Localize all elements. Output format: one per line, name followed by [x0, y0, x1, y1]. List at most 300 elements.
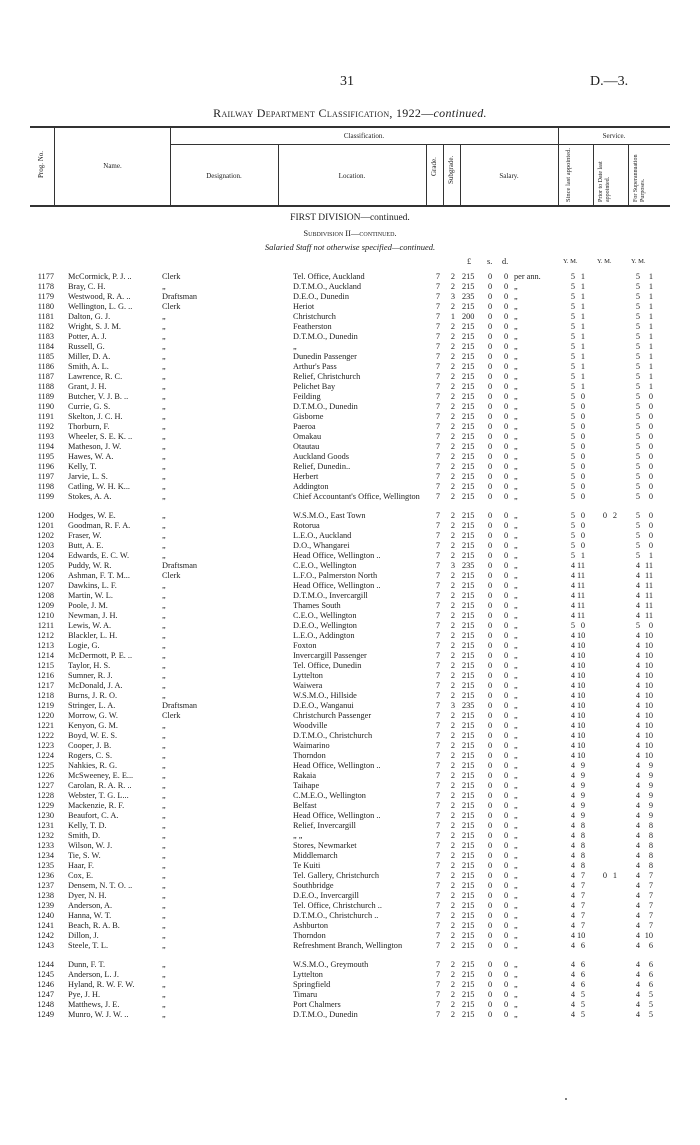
cell-prog-no: 1242 — [37, 931, 54, 940]
table-row — [30, 521, 690, 531]
cell-superann-years: 4 — [635, 801, 640, 810]
cell-name: Rogers, C. S. — [68, 751, 113, 760]
cell-grade: 7 — [435, 941, 441, 950]
cell-salary-shillings: 0 — [488, 282, 493, 291]
cell-salary-shillings: 0 — [488, 941, 493, 950]
cell-salary-shillings: 0 — [488, 691, 493, 700]
cell-salary-pence: 0 — [504, 751, 509, 760]
cell-grade: 7 — [435, 292, 441, 301]
cell-grade: 7 — [435, 1010, 441, 1019]
units-row — [30, 257, 690, 267]
cell-since-years: 5 — [570, 282, 575, 291]
cell-grade: 7 — [435, 591, 441, 600]
cell-salary-period: „ — [514, 621, 518, 630]
table-row — [30, 452, 690, 462]
cell-location: Thames South — [293, 601, 341, 610]
cell-superann-years: 5 — [635, 551, 640, 560]
table-row — [30, 621, 690, 631]
cell-superann-months: 11 — [645, 601, 653, 610]
cell-salary-pence: 0 — [504, 362, 509, 371]
cell-salary-period: „ — [514, 511, 518, 520]
cell-prog-no: 1217 — [37, 681, 54, 690]
cell-superann-years: 4 — [635, 841, 640, 850]
cell-grade: 7 — [435, 771, 441, 780]
cell-location: „ „ — [293, 831, 303, 840]
cell-prog-no: 1225 — [37, 761, 54, 770]
cell-salary-period: „ — [514, 891, 518, 900]
cell-location: Chief Accountant's Office, Wellington — [293, 492, 420, 501]
cell-designation: „ — [162, 980, 166, 989]
cell-salary-pence: 0 — [504, 960, 509, 969]
cell-designation: „ — [162, 970, 166, 979]
table-row — [30, 751, 690, 761]
cell-salary-shillings: 0 — [488, 402, 493, 411]
cell-location: C.M.E.O., Wellington — [293, 791, 366, 800]
cell-superann-months: 1 — [648, 322, 653, 331]
cell-designation: „ — [162, 362, 166, 371]
cell-salary-pounds: 215 — [462, 492, 475, 501]
cell-salary-period: „ — [514, 521, 518, 530]
cell-grade: 7 — [435, 521, 441, 530]
cell-salary-shillings: 0 — [488, 990, 493, 999]
cell-prog-no: 1202 — [37, 531, 54, 540]
cell-since-months: 0 — [580, 541, 585, 550]
cell-superann-years: 4 — [635, 571, 640, 580]
cell-salary-pounds: 215 — [462, 392, 475, 401]
cell-subgrade: 2 — [450, 891, 456, 900]
cell-superann-months: 10 — [644, 641, 653, 650]
cell-location: Tel. Gallery, Christchurch — [293, 871, 379, 880]
cell-salary-shillings: 0 — [488, 541, 493, 550]
cell-name: Logie, G. — [68, 641, 100, 650]
cell-subgrade: 1 — [450, 312, 456, 321]
cell-name: Haar, F. — [68, 861, 94, 870]
cell-location: Ashburton — [293, 921, 329, 930]
cell-salary-pence: 0 — [504, 581, 509, 590]
cell-since-years: 5 — [570, 531, 575, 540]
cell-since-years: 4 — [570, 1000, 575, 1009]
cell-name: Lewis, W. A. — [68, 621, 112, 630]
cell-since-years: 4 — [570, 831, 575, 840]
cell-since-years: 4 — [570, 581, 575, 590]
cell-prog-no: 1237 — [37, 881, 54, 890]
cell-prog-no: 1197 — [37, 472, 54, 481]
table-row — [30, 811, 690, 821]
cell-since-years: 5 — [570, 272, 575, 281]
cell-grade: 7 — [435, 960, 441, 969]
cell-salary-period: „ — [514, 382, 518, 391]
unit-since: Y. M. — [563, 258, 578, 265]
cell-grade: 7 — [435, 442, 441, 451]
cell-since-months: 10 — [577, 651, 586, 660]
cell-prog-no: 1219 — [37, 701, 54, 710]
cell-location: C.E.O., Wellington — [293, 561, 357, 570]
cell-salary-pounds: 215 — [462, 432, 475, 441]
cell-salary-pounds: 215 — [462, 631, 475, 640]
cell-salary-pence: 0 — [504, 482, 509, 491]
cell-salary-pounds: 215 — [462, 801, 475, 810]
cell-designation: „ — [162, 422, 166, 431]
cell-prog-no: 1193 — [37, 432, 54, 441]
cell-location: Christchurch — [293, 312, 336, 321]
cell-name: Smith, D. — [68, 831, 101, 840]
cell-salary-period: „ — [514, 452, 518, 461]
cell-superann-months: 1 — [648, 272, 653, 281]
cell-name: Dunn, F. T. — [68, 960, 106, 969]
cell-since-months: 1 — [580, 322, 585, 331]
table-row — [30, 841, 690, 851]
cell-grade: 7 — [435, 551, 441, 560]
cell-superann-months: 0 — [648, 412, 653, 421]
cell-salary-pounds: 215 — [462, 960, 475, 969]
cell-name: Goodman, R. F. A. — [68, 521, 131, 530]
cell-salary-period: „ — [514, 721, 518, 730]
cell-since-years: 4 — [570, 771, 575, 780]
cell-subgrade: 2 — [450, 322, 456, 331]
cell-salary-pounds: 215 — [462, 601, 475, 610]
cell-salary-pounds: 215 — [462, 1000, 475, 1009]
cell-prog-no: 1198 — [37, 482, 54, 491]
cell-location: D.E.O., Wanganui — [293, 701, 354, 710]
cell-prog-no: 1244 — [37, 960, 54, 969]
cell-name: Burns, J. R. O. — [68, 691, 118, 700]
cell-prog-no: 1222 — [37, 731, 54, 740]
cell-prog-no: 1192 — [37, 422, 54, 431]
cell-subgrade: 2 — [450, 591, 456, 600]
cell-salary-shillings: 0 — [488, 791, 493, 800]
cell-salary-shillings: 0 — [488, 701, 493, 710]
cell-superann-months: 9 — [648, 761, 653, 770]
cell-superann-months: 10 — [644, 651, 653, 660]
cell-salary-period: „ — [514, 731, 518, 740]
cell-since-months: 0 — [580, 392, 585, 401]
cell-designation: „ — [162, 821, 166, 830]
cell-name: Potter, A. J. — [68, 332, 107, 341]
cell-superann-years: 4 — [635, 861, 640, 870]
cell-since-years: 4 — [570, 851, 575, 860]
cell-name: Beaufort, C. A. — [68, 811, 119, 820]
cell-since-years: 4 — [570, 701, 575, 710]
cell-salary-period: „ — [514, 322, 518, 331]
cell-salary-pence: 0 — [504, 970, 509, 979]
cell-since-months: 1 — [580, 292, 585, 301]
cell-salary-period: „ — [514, 312, 518, 321]
cell-salary-shillings: 0 — [488, 372, 493, 381]
cell-prior-years: 0 — [602, 511, 607, 520]
cell-salary-pounds: 215 — [462, 970, 475, 979]
cell-subgrade: 2 — [450, 731, 456, 740]
cell-superann-years: 4 — [635, 911, 640, 920]
cell-salary-pounds: 235 — [462, 292, 475, 301]
cell-name: Wellington, L. G. .. — [68, 302, 133, 311]
cell-superann-years: 4 — [635, 611, 640, 620]
cell-name: Tie, S. W. — [68, 851, 101, 860]
cell-superann-years: 5 — [635, 382, 640, 391]
cell-superann-months: 0 — [648, 511, 653, 520]
cell-prog-no: 1233 — [37, 841, 54, 850]
cell-superann-months: 8 — [648, 831, 653, 840]
cell-salary-pounds: 215 — [462, 831, 475, 840]
cell-location: Otautau — [293, 442, 320, 451]
cell-grade: 7 — [435, 851, 441, 860]
cell-salary-period: „ — [514, 352, 518, 361]
cell-subgrade: 2 — [450, 980, 456, 989]
cell-salary-period: „ — [514, 631, 518, 640]
cell-salary-shillings: 0 — [488, 821, 493, 830]
cell-superann-months: 10 — [644, 741, 653, 750]
cell-salary-period: „ — [514, 681, 518, 690]
cell-salary-pounds: 215 — [462, 651, 475, 660]
cell-salary-pence: 0 — [504, 681, 509, 690]
cell-superann-months: 7 — [648, 921, 653, 930]
cell-superann-months: 10 — [644, 931, 653, 940]
unit-shillings: s. — [487, 257, 493, 266]
cell-location: Springfield — [293, 980, 331, 989]
cell-superann-months: 1 — [648, 312, 653, 321]
cell-superann-years: 4 — [635, 831, 640, 840]
cell-superann-years: 4 — [635, 1010, 640, 1019]
cell-salary-shillings: 0 — [488, 931, 493, 940]
cell-since-years: 4 — [570, 711, 575, 720]
cell-salary-period: „ — [514, 821, 518, 830]
table-row — [30, 282, 690, 292]
cell-since-years: 5 — [570, 342, 575, 351]
cell-superann-months: 9 — [648, 801, 653, 810]
cell-since-months: 10 — [577, 931, 586, 940]
cell-salary-period: „ — [514, 292, 518, 301]
cell-prog-no: 1195 — [37, 452, 54, 461]
cell-since-months: 0 — [580, 621, 585, 630]
table-row — [30, 352, 690, 362]
cell-grade: 7 — [435, 342, 441, 351]
cell-since-months: 10 — [577, 691, 586, 700]
cell-since-months: 10 — [577, 741, 586, 750]
cell-salary-period: „ — [514, 901, 518, 910]
cell-grade: 7 — [435, 432, 441, 441]
cell-salary-shillings: 0 — [488, 362, 493, 371]
cell-salary-pence: 0 — [504, 541, 509, 550]
cell-salary-period: „ — [514, 611, 518, 620]
cell-superann-years: 4 — [635, 761, 640, 770]
cell-salary-shillings: 0 — [488, 851, 493, 860]
cell-salary-pence: 0 — [504, 571, 509, 580]
cell-location: Herbert — [293, 472, 319, 481]
cell-name: Butt, A. E. — [68, 541, 104, 550]
cell-prog-no: 1206 — [37, 571, 54, 580]
cell-name: Densem, N. T. O. .. — [68, 881, 133, 890]
cell-salary-pence: 0 — [504, 462, 509, 471]
cell-salary-pounds: 215 — [462, 781, 475, 790]
cell-subgrade: 2 — [450, 871, 456, 880]
cell-prog-no: 1231 — [37, 821, 54, 830]
cell-superann-years: 5 — [635, 531, 640, 540]
cell-salary-pence: 0 — [504, 791, 509, 800]
cell-superann-years: 5 — [635, 422, 640, 431]
cell-name: Newman, J. H. — [68, 611, 118, 620]
cell-since-months: 9 — [580, 791, 585, 800]
cell-designation: Clerk — [162, 272, 181, 281]
cell-superann-months: 8 — [648, 821, 653, 830]
cell-salary-pounds: 215 — [462, 531, 475, 540]
table-row — [30, 891, 690, 901]
cell-since-years: 4 — [570, 841, 575, 850]
cell-superann-months: 10 — [644, 671, 653, 680]
cell-superann-months: 0 — [648, 392, 653, 401]
table-row — [30, 761, 690, 771]
cell-designation: Clerk — [162, 711, 181, 720]
cell-location: Featherston — [293, 322, 332, 331]
cell-name: Butcher, V. J. B. .. — [68, 392, 129, 401]
cell-superann-years: 5 — [635, 452, 640, 461]
table-row — [30, 581, 690, 591]
cell-since-months: 0 — [580, 462, 585, 471]
cell-designation: „ — [162, 661, 166, 670]
table-row — [30, 342, 690, 352]
cell-superann-years: 4 — [635, 751, 640, 760]
header-grade: Grade. — [430, 157, 438, 176]
table-row — [30, 551, 690, 561]
cell-name: Dillon, J. — [68, 931, 99, 940]
cell-since-months: 10 — [577, 721, 586, 730]
cell-name: Taylor, H. S. — [68, 661, 111, 670]
cell-prog-no: 1186 — [37, 362, 54, 371]
cell-superann-years: 4 — [635, 921, 640, 930]
cell-location: Lyttelton — [293, 671, 323, 680]
table-row — [30, 631, 690, 641]
cell-salary-pounds: 215 — [462, 282, 475, 291]
cell-since-years: 4 — [570, 761, 575, 770]
cell-superann-years: 4 — [635, 581, 640, 590]
cell-superann-months: 1 — [648, 551, 653, 560]
table-row — [30, 711, 690, 721]
cell-grade: 7 — [435, 901, 441, 910]
cell-salary-pounds: 215 — [462, 551, 475, 560]
cell-subgrade: 2 — [450, 960, 456, 969]
cell-salary-pounds: 215 — [462, 382, 475, 391]
cell-superann-years: 4 — [635, 731, 640, 740]
cell-grade: 7 — [435, 801, 441, 810]
cell-superann-months: 7 — [648, 881, 653, 890]
cell-salary-pence: 0 — [504, 402, 509, 411]
cell-designation: „ — [162, 581, 166, 590]
cell-salary-pence: 0 — [504, 831, 509, 840]
cell-since-months: 5 — [580, 990, 585, 999]
cell-since-months: 0 — [580, 442, 585, 451]
cell-designation: „ — [162, 781, 166, 790]
cell-salary-shillings: 0 — [488, 671, 493, 680]
cell-prog-no: 1188 — [37, 382, 54, 391]
cell-grade: 7 — [435, 701, 441, 710]
cell-designation: „ — [162, 941, 166, 950]
cell-prog-no: 1220 — [37, 711, 54, 720]
cell-designation: „ — [162, 960, 166, 969]
cell-designation: „ — [162, 342, 166, 351]
cell-salary-period: „ — [514, 302, 518, 311]
table-row — [30, 402, 690, 412]
cell-name: Currie, G. S. — [68, 402, 111, 411]
cell-prog-no: 1238 — [37, 891, 54, 900]
cell-salary-pounds: 215 — [462, 771, 475, 780]
cell-designation: „ — [162, 891, 166, 900]
cell-name: Sumner, R. J. — [68, 671, 113, 680]
cell-subgrade: 2 — [450, 432, 456, 441]
cell-prog-no: 1228 — [37, 791, 54, 800]
cell-designation: „ — [162, 901, 166, 910]
cell-prior-months: 2 — [612, 511, 617, 520]
cell-designation: „ — [162, 511, 166, 520]
cell-prog-no: 1200 — [37, 511, 54, 520]
cell-salary-pounds: 215 — [462, 791, 475, 800]
header-name: Name. — [103, 162, 122, 170]
header-classification: Classification. — [343, 132, 385, 140]
cell-superann-years: 4 — [635, 941, 640, 950]
cell-superann-months: 1 — [648, 302, 653, 311]
cell-salary-pounds: 215 — [462, 821, 475, 830]
cell-salary-pounds: 215 — [462, 711, 475, 720]
cell-since-years: 5 — [570, 492, 575, 501]
cell-since-years: 4 — [570, 641, 575, 650]
cell-since-months: 1 — [580, 551, 585, 560]
cell-superann-months: 0 — [648, 462, 653, 471]
cell-superann-years: 4 — [635, 721, 640, 730]
table-row — [30, 541, 690, 551]
table-row — [30, 482, 690, 492]
cell-salary-period: „ — [514, 641, 518, 650]
cell-salary-pence: 0 — [504, 611, 509, 620]
cell-since-months: 0 — [580, 402, 585, 411]
cell-since-months: 5 — [580, 1000, 585, 1009]
cell-since-months: 0 — [580, 521, 585, 530]
cell-since-months: 0 — [580, 492, 585, 501]
cell-location: Waimarino — [293, 741, 330, 750]
page-speck — [565, 1098, 567, 1100]
cell-salary-shillings: 0 — [488, 342, 493, 351]
cell-since-months: 9 — [580, 761, 585, 770]
cell-salary-shillings: 0 — [488, 312, 493, 321]
cell-name: McSweeney, E. E... — [68, 771, 134, 780]
cell-salary-shillings: 0 — [488, 831, 493, 840]
cell-prog-no: 1180 — [37, 302, 54, 311]
cell-superann-months: 10 — [644, 681, 653, 690]
table-row — [30, 970, 690, 980]
cell-since-months: 7 — [580, 871, 585, 880]
cell-since-years: 4 — [570, 1010, 575, 1019]
cell-superann-months: 0 — [648, 482, 653, 491]
cell-salary-pounds: 215 — [462, 731, 475, 740]
cell-salary-pence: 0 — [504, 432, 509, 441]
cell-name: Poole, J. M. — [68, 601, 108, 610]
cell-since-months: 0 — [580, 422, 585, 431]
cell-name: Hyland, R. W. F. W. — [68, 980, 135, 989]
cell-since-months: 1 — [580, 302, 585, 311]
cell-salary-pence: 0 — [504, 901, 509, 910]
cell-salary-pence: 0 — [504, 442, 509, 451]
cell-since-months: 7 — [580, 901, 585, 910]
cell-grade: 7 — [435, 302, 441, 311]
cell-grade: 7 — [435, 821, 441, 830]
cell-salary-pounds: 215 — [462, 322, 475, 331]
cell-superann-years: 4 — [635, 561, 640, 570]
cell-salary-pence: 0 — [504, 1010, 509, 1019]
cell-location: Rotorua — [293, 521, 320, 530]
cell-since-years: 5 — [570, 372, 575, 381]
cell-since-months: 9 — [580, 781, 585, 790]
cell-salary-shillings: 0 — [488, 591, 493, 600]
cell-salary-shillings: 0 — [488, 322, 493, 331]
title-continued: continued. — [433, 106, 487, 120]
cell-location: Christchurch Passenger — [293, 711, 372, 720]
cell-salary-pence: 0 — [504, 841, 509, 850]
